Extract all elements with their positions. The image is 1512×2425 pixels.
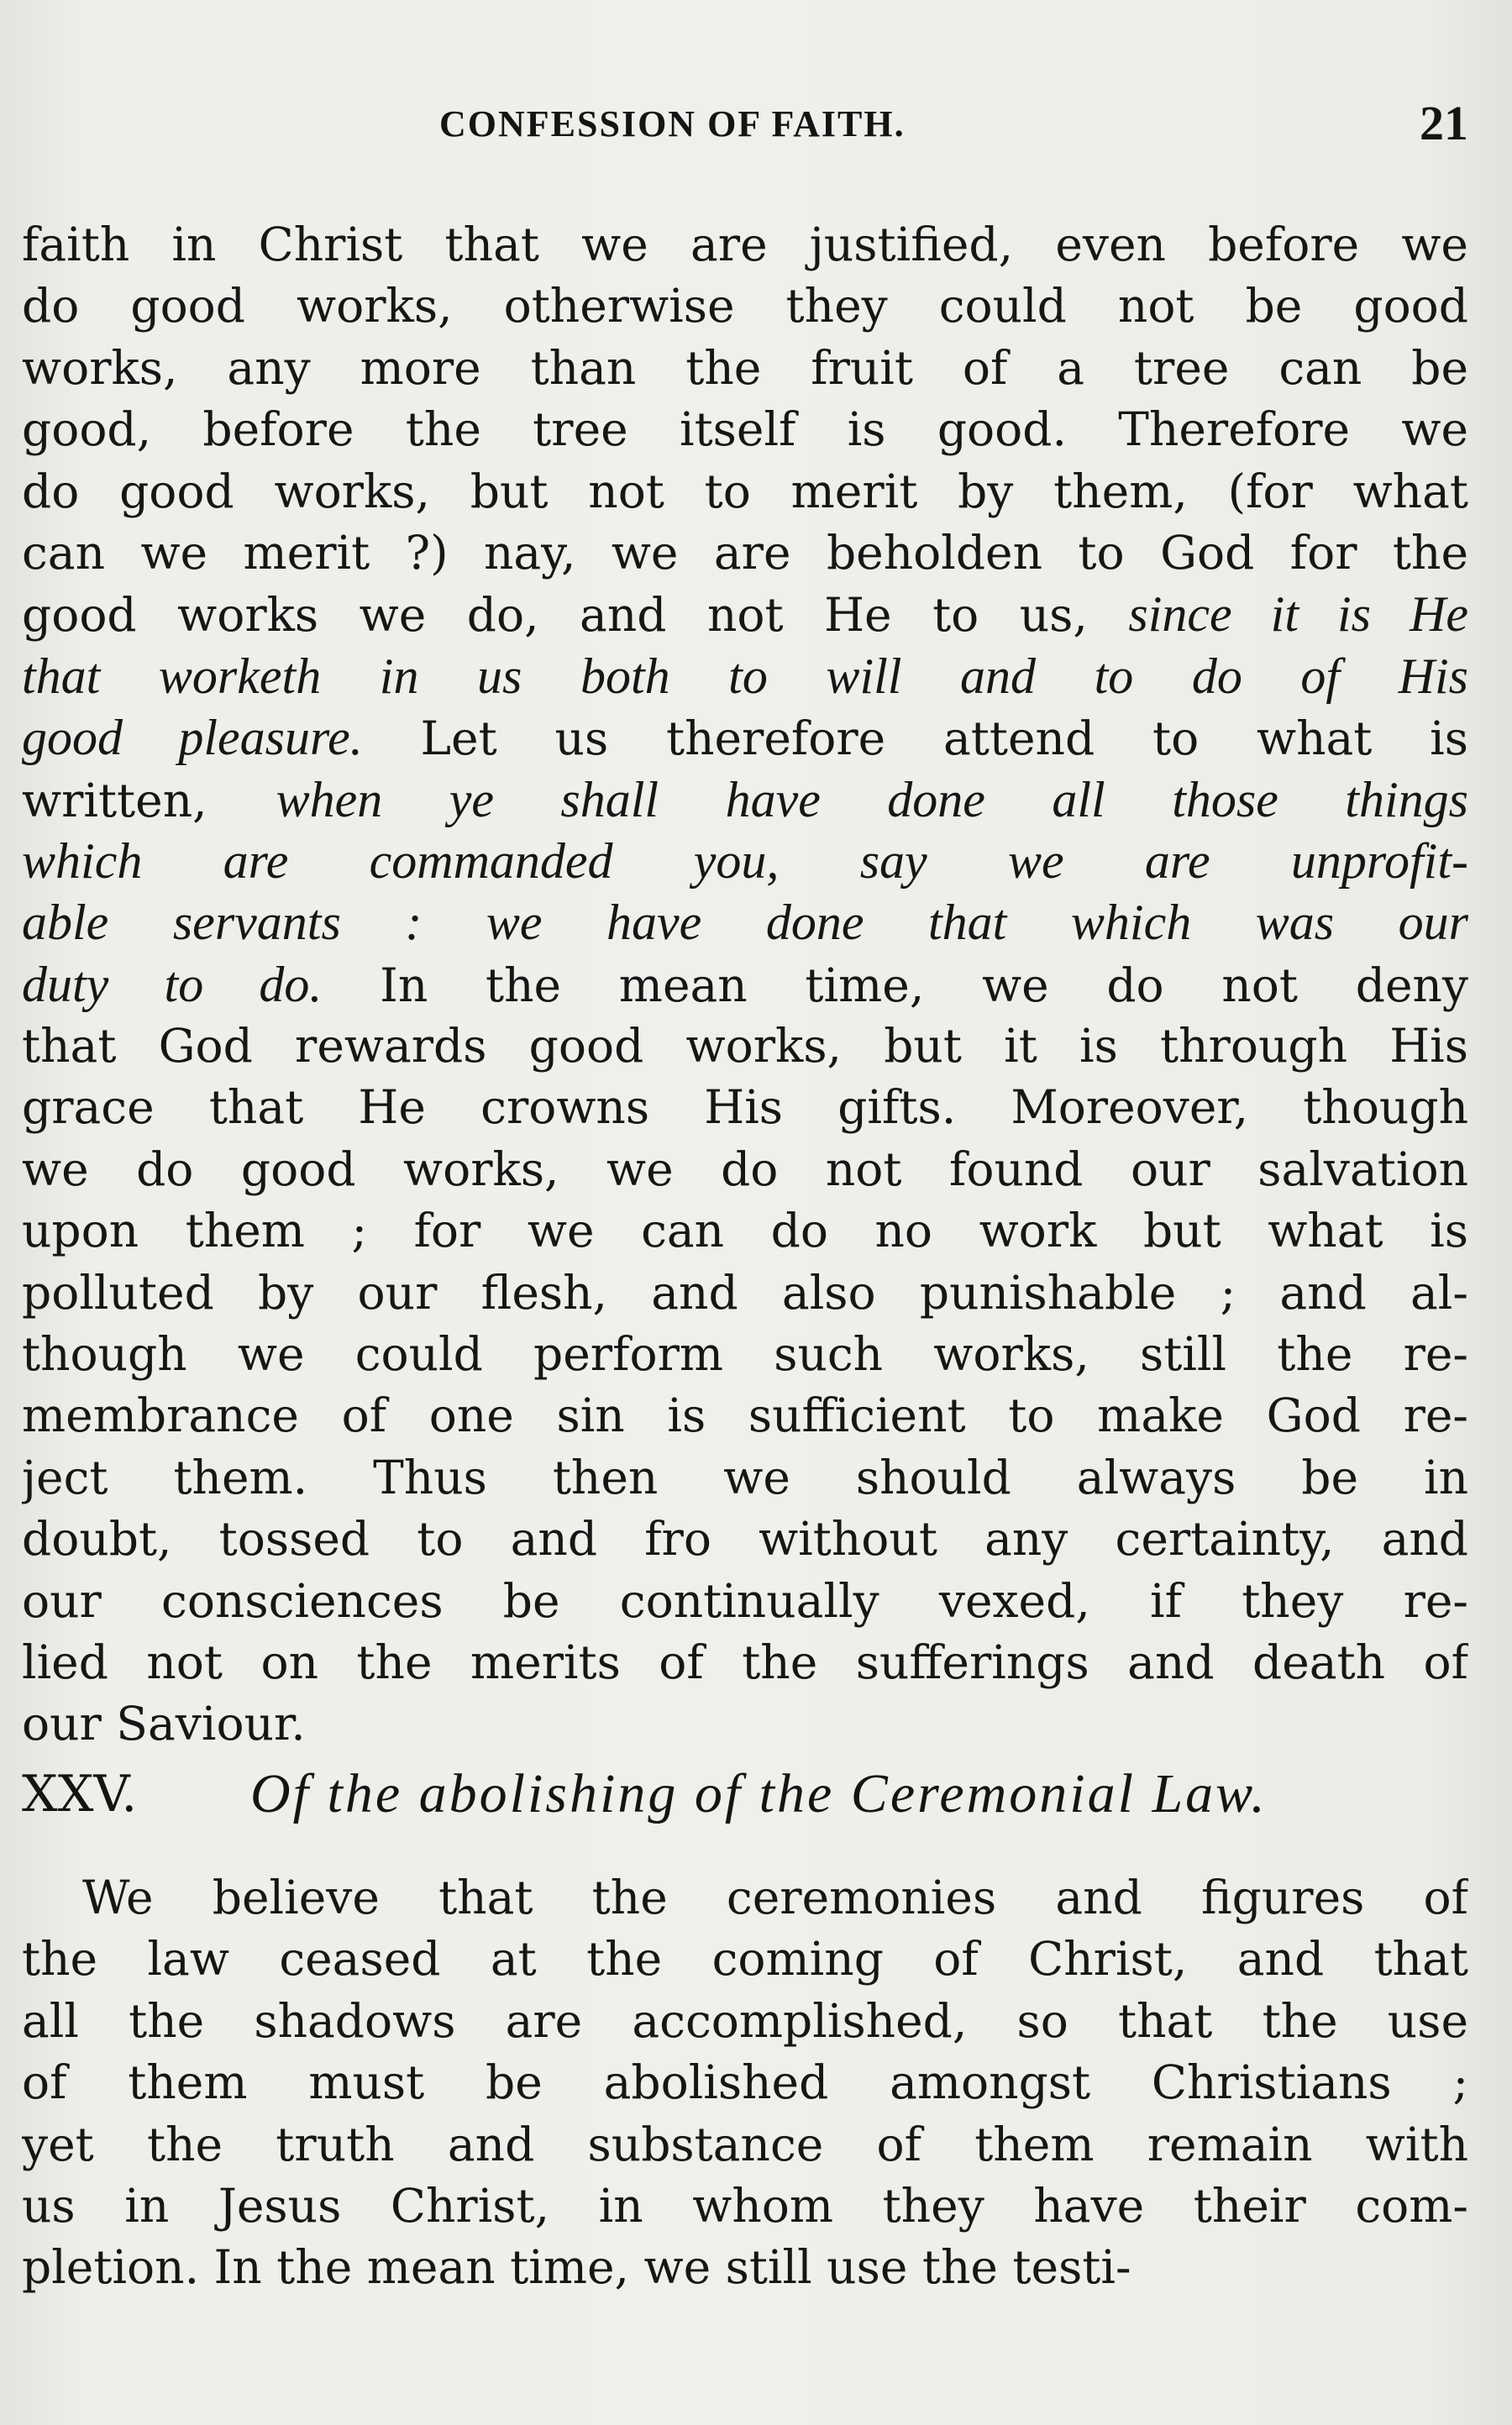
section-number: XXV. <box>22 1765 138 1824</box>
text-run: all the shadows are accomplished, so that the use <box>22 1993 1468 2048</box>
text-run: membrance of one sin is sufficient to make God re- <box>22 1388 1468 1443</box>
running-title: CONFESSION OF FAITH. <box>439 103 906 144</box>
text-line <box>22 1509 1468 1570</box>
text-line <box>22 522 1468 584</box>
text-line <box>22 1385 1468 1446</box>
body-paragraph-2 <box>22 1867 1468 2299</box>
italic-run: that worketh in us both to will and to do of His <box>22 648 1468 704</box>
text-line <box>22 1077 1468 1138</box>
text-run: pletion. In the mean time, we still use the testi- <box>22 2240 1131 2295</box>
text-run: good works we do, and not He to us, <box>22 588 1129 643</box>
text-line <box>22 707 1468 769</box>
italic-run: able servants : we have done that which was our <box>22 895 1468 951</box>
text-line <box>22 646 1468 707</box>
section-heading <box>22 1761 1468 1828</box>
text-run: lied not on the merits of the sufferings and death of <box>22 1635 1468 1689</box>
text-run: written, <box>22 773 276 827</box>
running-head <box>22 96 1468 150</box>
italic-run: when ye shall have done all those things <box>276 771 1468 827</box>
text-line <box>22 338 1468 399</box>
text-run: our Saviour. <box>22 1697 306 1751</box>
text-run: of them must be abolished amongst Christians ; <box>22 2055 1468 2110</box>
text-line <box>22 276 1468 337</box>
text-line <box>22 769 1468 831</box>
text-line <box>22 892 1468 953</box>
text-run: us in Jesus Christ, in whom they have their com- <box>22 2178 1468 2233</box>
text-line <box>22 1693 1468 1755</box>
text-line <box>22 399 1468 460</box>
text-line <box>22 584 1468 645</box>
text-run: we do good works, we do not found our salvation <box>22 1142 1468 1196</box>
text-line <box>22 1139 1468 1200</box>
text-run: Let us therefore attend to what is <box>362 711 1468 766</box>
text-run: do good works, but not to merit by them, (for what <box>22 464 1468 518</box>
text-line <box>22 1016 1468 1077</box>
text-run: upon them ; for we can do no work but what is <box>22 1204 1468 1258</box>
text-line <box>22 2237 1468 2298</box>
body-paragraph-1 <box>22 214 1468 1756</box>
text-line <box>22 214 1468 276</box>
italic-run: duty to do. <box>22 956 323 1012</box>
text-run: grace that He crowns His gifts. Moreover, though <box>22 1080 1468 1135</box>
text-run: can we merit ?) nay, we are beholden to God for the <box>22 525 1468 580</box>
text-line <box>22 2114 1468 2176</box>
text-run: that God rewards good works, but it is through His <box>22 1019 1468 1073</box>
text-line <box>22 1867 1468 1929</box>
text-run: In the mean time, we do not deny <box>322 958 1468 1012</box>
text-line <box>22 954 1468 1016</box>
text-line <box>22 1632 1468 1693</box>
text-line <box>22 1571 1468 1632</box>
text-line <box>22 2176 1468 2237</box>
text-line <box>22 1991 1468 2052</box>
text-run: works, any more than the fruit of a tree can be <box>22 340 1468 395</box>
text-line <box>22 1324 1468 1385</box>
text-run: the law ceased at the coming of Christ, and that <box>22 1932 1468 1987</box>
text-line <box>22 1447 1468 1509</box>
text-run: doubt, tossed to and fro without any certainty, and <box>22 1512 1468 1567</box>
text-run: faith in Christ that we are justified, even before we <box>22 218 1468 271</box>
text-run: good, before the tree itself is good. Therefore we <box>22 402 1468 457</box>
text-line <box>22 831 1468 892</box>
text-run: We believe that the ceremonies and figures of <box>82 1871 1468 1924</box>
italic-run: since it is He <box>1128 586 1468 643</box>
text-run: polluted by our flesh, and also punishable ; and al- <box>22 1265 1468 1320</box>
text-run: ject them. Thus then we should always be in <box>22 1450 1468 1504</box>
text-line <box>22 1200 1468 1262</box>
text-line <box>22 1929 1468 1990</box>
section-title: Of the abolishing of the Ceremonial Law. <box>250 1763 1268 1824</box>
text-line <box>22 2052 1468 2113</box>
italic-run: which are commanded you, say we are unprofit- <box>22 832 1468 889</box>
italic-run: good pleasure. <box>22 710 363 766</box>
text-line <box>22 1262 1468 1324</box>
text-run: though we could perform such works, still the re- <box>22 1327 1468 1382</box>
text-run: yet the truth and substance of them remain with <box>22 2117 1468 2171</box>
text-run: our consciences be continually vexed, if they re- <box>22 1573 1468 1628</box>
text-line <box>22 461 1468 522</box>
page-number: 21 <box>1420 96 1468 150</box>
text-run: do good works, otherwise they could not be good <box>22 279 1468 333</box>
